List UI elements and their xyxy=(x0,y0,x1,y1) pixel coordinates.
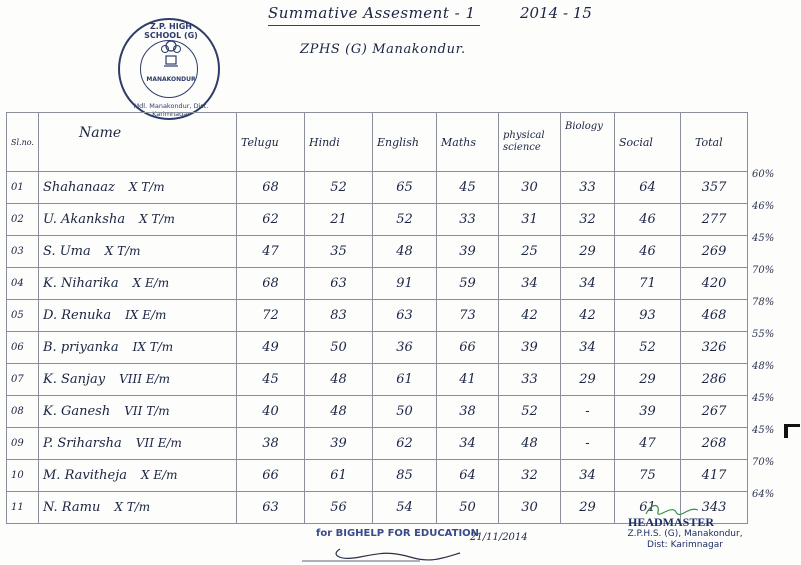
student-class: IX T/m xyxy=(132,340,174,354)
student-class: X T/m xyxy=(128,180,165,194)
cell-maths: 41 xyxy=(437,364,499,396)
student-class: X E/m xyxy=(141,468,178,482)
cell-english: 62 xyxy=(373,428,437,460)
cell-total: 267 xyxy=(681,396,748,428)
cell-sno: 08 xyxy=(7,396,39,428)
cell-telugu: 47 xyxy=(237,236,305,268)
cell-hindi: 83 xyxy=(305,300,373,332)
cell-hindi: 63 xyxy=(305,268,373,300)
cell-maths: 38 xyxy=(437,396,499,428)
cell-sno: 03 xyxy=(7,236,39,268)
table-row xyxy=(7,332,748,364)
cell-bio: 34 xyxy=(561,332,615,364)
percentage-value: 78% xyxy=(752,297,775,308)
cell-sno: 11 xyxy=(7,492,39,524)
cell-bio: 29 xyxy=(561,364,615,396)
cell-bio: 34 xyxy=(561,268,615,300)
cell-social: 29 xyxy=(615,364,681,396)
cell-maths: 39 xyxy=(437,236,499,268)
cell-ps: 39 xyxy=(499,332,561,364)
student-name: U. Akanksha xyxy=(43,212,126,227)
student-class: X T/m xyxy=(114,500,151,514)
cell-telugu: 62 xyxy=(237,204,305,236)
cell-name xyxy=(39,300,237,332)
cell-english: 85 xyxy=(373,460,437,492)
title-underline xyxy=(268,25,480,26)
percentage-value: 55% xyxy=(752,329,775,340)
cell-telugu: 72 xyxy=(237,300,305,332)
cell-bio: 29 xyxy=(561,236,615,268)
cell-maths: 64 xyxy=(437,460,499,492)
cell-english: 61 xyxy=(373,364,437,396)
seal-bottom-text: Mdl. Manakondur, Dist. Karimnagar xyxy=(133,102,209,118)
column-header-hindi: Hindi xyxy=(305,113,373,172)
cell-hindi: 21 xyxy=(305,204,373,236)
student-name: P. Sriharsha xyxy=(43,436,122,451)
signature-icon xyxy=(300,545,470,563)
student-name: Shahanaaz xyxy=(43,180,115,195)
cell-name xyxy=(39,492,237,524)
cell-total: 357 xyxy=(681,172,748,204)
cell-name xyxy=(39,428,237,460)
cell-name xyxy=(39,268,237,300)
cell-social: 47 xyxy=(615,428,681,460)
cell-ps: 30 xyxy=(499,492,561,524)
cell-english: 54 xyxy=(373,492,437,524)
percentage-value: 45% xyxy=(752,393,775,404)
academic-year: 2014 - 15 xyxy=(520,4,592,22)
cell-total: 417 xyxy=(681,460,748,492)
cell-bio: 32 xyxy=(561,204,615,236)
cell-telugu: 68 xyxy=(237,172,305,204)
column-header-english: English xyxy=(373,113,437,172)
cell-social: 61 xyxy=(615,492,681,524)
cell-ps: 34 xyxy=(499,268,561,300)
headmaster-address-line2: Dist: Karimnagar xyxy=(647,540,723,550)
mouse-cursor-icon xyxy=(782,420,801,440)
cell-hindi: 61 xyxy=(305,460,373,492)
cell-maths: 59 xyxy=(437,268,499,300)
cell-social: 52 xyxy=(615,332,681,364)
cell-ps: 30 xyxy=(499,172,561,204)
student-class: VII E/m xyxy=(135,436,182,450)
student-name: B. priyanka xyxy=(43,340,119,355)
student-name: K. Ganesh xyxy=(43,404,111,419)
cell-english: 52 xyxy=(373,204,437,236)
cell-ps: 33 xyxy=(499,364,561,396)
cell-sno: 02 xyxy=(7,204,39,236)
student-name: N. Ramu xyxy=(43,500,101,515)
cell-telugu: 45 xyxy=(237,364,305,396)
cell-maths: 34 xyxy=(437,428,499,460)
document-title: Summative Assesment - 1 xyxy=(268,4,476,22)
student-class: X T/m xyxy=(104,244,141,258)
percentage-value: 45% xyxy=(752,425,775,436)
student-name: K. Sanjay xyxy=(43,372,106,387)
cell-ps: 52 xyxy=(499,396,561,428)
cell-name xyxy=(39,332,237,364)
student-name: S. Uma xyxy=(43,244,91,259)
cell-telugu: 63 xyxy=(237,492,305,524)
cell-bio: 42 xyxy=(561,300,615,332)
cell-sno: 07 xyxy=(7,364,39,396)
percentage-value: 48% xyxy=(752,361,775,372)
percentage-value: 45% xyxy=(752,233,775,244)
percentage-value: 64% xyxy=(752,489,775,500)
cell-social: 39 xyxy=(615,396,681,428)
cell-telugu: 49 xyxy=(237,332,305,364)
seal-middle-text: MANAKONDUR xyxy=(146,76,196,83)
cell-ps: 48 xyxy=(499,428,561,460)
percentage-value: 70% xyxy=(752,265,775,276)
student-class: VIII E/m xyxy=(119,372,171,386)
column-header-telugu: Telugu xyxy=(237,113,305,172)
cell-ps: 42 xyxy=(499,300,561,332)
cell-hindi: 48 xyxy=(305,396,373,428)
cell-bio: 33 xyxy=(561,172,615,204)
percentage-value: 60% xyxy=(752,169,775,180)
cell-social: 64 xyxy=(615,172,681,204)
cell-maths: 73 xyxy=(437,300,499,332)
cell-hindi: 50 xyxy=(305,332,373,364)
student-name: M. Ravitheja xyxy=(43,468,127,483)
cell-total: 277 xyxy=(681,204,748,236)
student-name: K. Niharika xyxy=(43,276,119,291)
table-row xyxy=(7,236,748,268)
cell-total: 468 xyxy=(681,300,748,332)
cell-total: 343 xyxy=(681,492,748,524)
student-class: VII T/m xyxy=(124,404,170,418)
table-row xyxy=(7,428,748,460)
cell-social: 71 xyxy=(615,268,681,300)
cell-bio: - xyxy=(561,396,615,428)
cell-name xyxy=(39,364,237,396)
table-row xyxy=(7,364,748,396)
student-name: D. Renuka xyxy=(43,308,112,323)
emblem-icon xyxy=(160,36,182,68)
cell-total: 420 xyxy=(681,268,748,300)
cell-english: 36 xyxy=(373,332,437,364)
cell-sno: 06 xyxy=(7,332,39,364)
cell-english: 50 xyxy=(373,396,437,428)
cell-sno: 01 xyxy=(7,172,39,204)
school-name: ZPHS (G) Manakondur. xyxy=(300,42,466,57)
table-row xyxy=(7,396,748,428)
cell-english: 48 xyxy=(373,236,437,268)
cell-ps: 31 xyxy=(499,204,561,236)
cell-social: 93 xyxy=(615,300,681,332)
cell-total: 268 xyxy=(681,428,748,460)
headmaster-title: HEADMASTER xyxy=(628,515,715,529)
cell-english: 63 xyxy=(373,300,437,332)
cell-sno: 04 xyxy=(7,268,39,300)
cell-social: 46 xyxy=(615,204,681,236)
cell-hindi: 56 xyxy=(305,492,373,524)
cell-ps: 32 xyxy=(499,460,561,492)
column-header-maths: Maths xyxy=(437,113,499,172)
headmaster-address-line1: Z.P.H.S. (G), Manakondur, xyxy=(627,529,743,539)
signature-date: 21/11/2014 xyxy=(470,532,528,543)
cell-telugu: 66 xyxy=(237,460,305,492)
cell-maths: 33 xyxy=(437,204,499,236)
cell-maths: 45 xyxy=(437,172,499,204)
cell-telugu: 40 xyxy=(237,396,305,428)
percentage-value: 46% xyxy=(752,201,775,212)
cell-hindi: 35 xyxy=(305,236,373,268)
cell-name xyxy=(39,172,237,204)
column-header-biology: Biology xyxy=(561,113,615,172)
percentage-value: 70% xyxy=(752,457,775,468)
student-class: X T/m xyxy=(139,212,175,226)
table-row xyxy=(7,204,748,236)
cell-hindi: 39 xyxy=(305,428,373,460)
column-header-physical-science: physical science xyxy=(499,113,561,172)
column-header-social: Social xyxy=(615,113,681,172)
cell-maths: 66 xyxy=(437,332,499,364)
cell-total: 326 xyxy=(681,332,748,364)
cell-bio: 34 xyxy=(561,460,615,492)
cell-total: 269 xyxy=(681,236,748,268)
table-header-row xyxy=(7,113,748,172)
cell-sno: 05 xyxy=(7,300,39,332)
cell-bio: 29 xyxy=(561,492,615,524)
cell-name xyxy=(39,460,237,492)
cell-telugu: 38 xyxy=(237,428,305,460)
cell-ps: 25 xyxy=(499,236,561,268)
cell-hindi: 52 xyxy=(305,172,373,204)
column-header-name: Name xyxy=(39,113,237,172)
footer-stamp: for BIGHELP FOR EDUCATION xyxy=(316,528,480,539)
cell-maths: 50 xyxy=(437,492,499,524)
cell-social: 46 xyxy=(615,236,681,268)
cell-sno: 10 xyxy=(7,460,39,492)
table-row xyxy=(7,172,748,204)
cell-bio: - xyxy=(561,428,615,460)
column-header-total: Total xyxy=(681,113,748,172)
cell-name xyxy=(39,236,237,268)
table-row xyxy=(7,268,748,300)
table-row xyxy=(7,300,748,332)
headmaster-address xyxy=(610,529,760,551)
seal-top-text: Z.P. HIGH SCHOOL (G) xyxy=(144,22,198,40)
cell-hindi: 48 xyxy=(305,364,373,396)
student-class: IX E/m xyxy=(125,308,167,322)
cell-total: 286 xyxy=(681,364,748,396)
cell-sno: 09 xyxy=(7,428,39,460)
cell-telugu: 68 xyxy=(237,268,305,300)
cell-english: 91 xyxy=(373,268,437,300)
cell-name xyxy=(39,396,237,428)
student-class: X E/m xyxy=(132,276,170,290)
cell-social: 75 xyxy=(615,460,681,492)
table-row xyxy=(7,460,748,492)
cell-name xyxy=(39,204,237,236)
marks-table xyxy=(6,112,748,524)
cell-english: 65 xyxy=(373,172,437,204)
column-header-sno: Sl.no. xyxy=(7,113,39,172)
